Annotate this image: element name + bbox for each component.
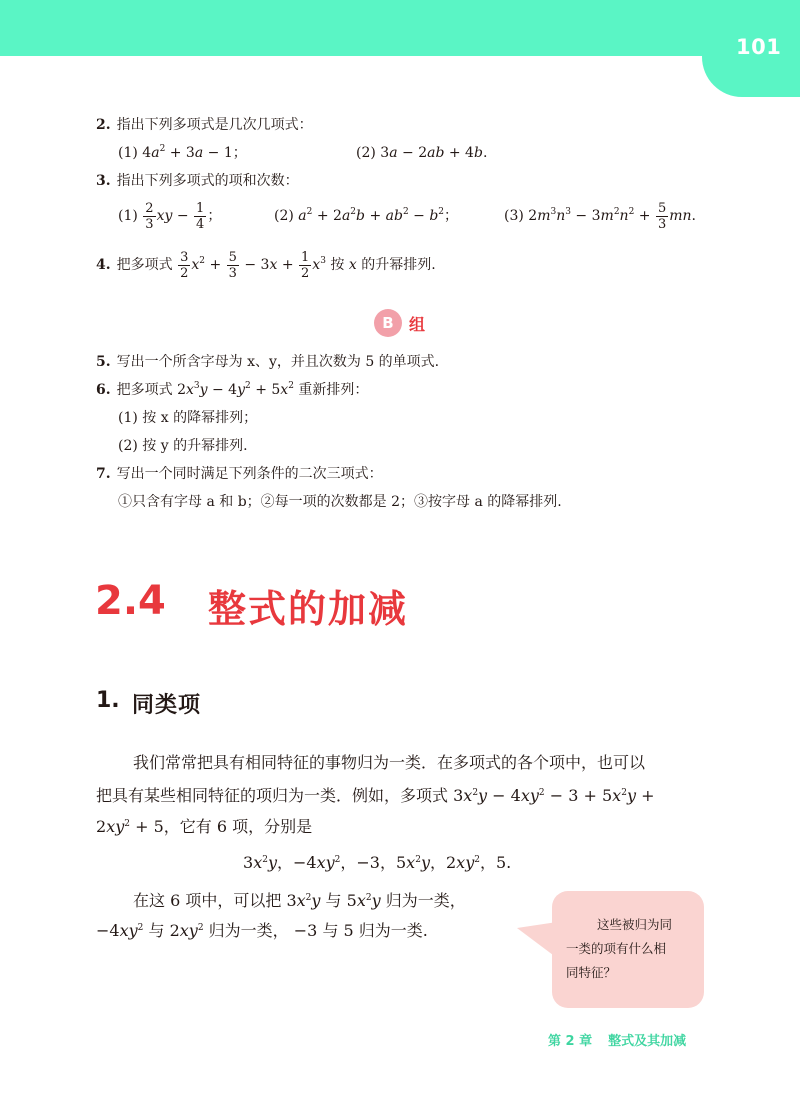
exercise-2-item-2: (2) 3a − 2ab + 4b. — [356, 145, 488, 161]
chapter-footer: 第 2 章 整式及其加减 — [548, 1034, 687, 1049]
exercise-7-conditions: ①只含有字母 a 和 b；②每一项的次数都是 2；③按字母 a 的降幂排列. — [118, 494, 562, 510]
exercise-6-item-2: (2) 按 y 的升幂排列. — [118, 438, 248, 454]
paragraph2-line-2: $-4xy^2$ 与 $2xy^2$ 归为一类， −3 与 5 归为一类. — [96, 921, 428, 940]
paragraph-line-2: 把具有某些相同特征的项归为一类．例如，多项式 $3x^2y - 4xy^2 - 3 + 5x^2y$ + — [96, 786, 655, 805]
exercise-5: 5. 写出一个所含字母为 x、y，并且次数为 5 的单项式. — [96, 354, 440, 370]
thinking-bubble — [552, 891, 704, 1008]
exercise-6: 6. 把多项式 $2x^3y - 4y^2 + 5x^2$ 重新排列： — [96, 381, 369, 398]
bubble-tail — [517, 922, 557, 962]
exercise-3-item-2: (2) $a^2 + 2a^2b + ab^2 - b^2$； — [274, 207, 459, 224]
exercise-3-item-3: (3) $2m^3n^3 - 3m^2n^2$ + $\frac{5}{3}$ mn. — [504, 200, 696, 232]
section-number: 2.4 — [95, 578, 166, 624]
exercise-2: 2. 指出下列多项式是几次几项式： — [96, 117, 313, 133]
group-b-label: 组 — [409, 315, 426, 334]
subsection-number: 1. — [96, 688, 120, 713]
bubble-text: 这些被归为同 一类的项有什么相 同特征？ — [566, 917, 673, 980]
subsection-title: 同类项 — [132, 693, 202, 718]
header-bar — [0, 0, 800, 56]
terms-list: $3x^2y$，$-4xy^2$，−3，$5x^2y$，$2xy^2$，5. — [243, 853, 512, 872]
exercise-7: 7. 写出一个同时满足下列条件的二次三项式： — [96, 466, 383, 482]
paragraph-line-1: 我们常常把具有相同特征的事物归为一类．在多项式的各个项中，也可以 — [133, 753, 646, 772]
exercise-6-item-1: (1) 按 x 的降幂排列； — [118, 410, 258, 426]
exercise-3: 3. 指出下列多项式的项和次数： — [96, 173, 299, 189]
section-title: 整式的加减 — [208, 587, 409, 631]
exercise-3-item-1: (1) $\frac{2}{3}$ xy − $\frac{1}{4}$ ； — [118, 200, 222, 232]
exercise-2-item-1: (1) $4a^2 + 3a - 1$； — [118, 144, 247, 161]
paragraph-line-3: $2xy^2 + 5$，它有 6 项，分别是 — [96, 817, 313, 836]
page-number: 101 — [736, 35, 782, 59]
exercise-4: 4. 把多项式 $\frac{3}{2}$ $x^2$ + $\frac{5}{3}$ − 3x + $\frac{1}{2}$ $x^3$ 按 x 的升幂排列. — [96, 249, 436, 281]
paragraph2-line-1: 在这 6 项中，可以把 $3x^2y$ 与 $5x^2y$ 归为一类， — [133, 891, 466, 910]
group-b-badge: B — [374, 309, 402, 337]
